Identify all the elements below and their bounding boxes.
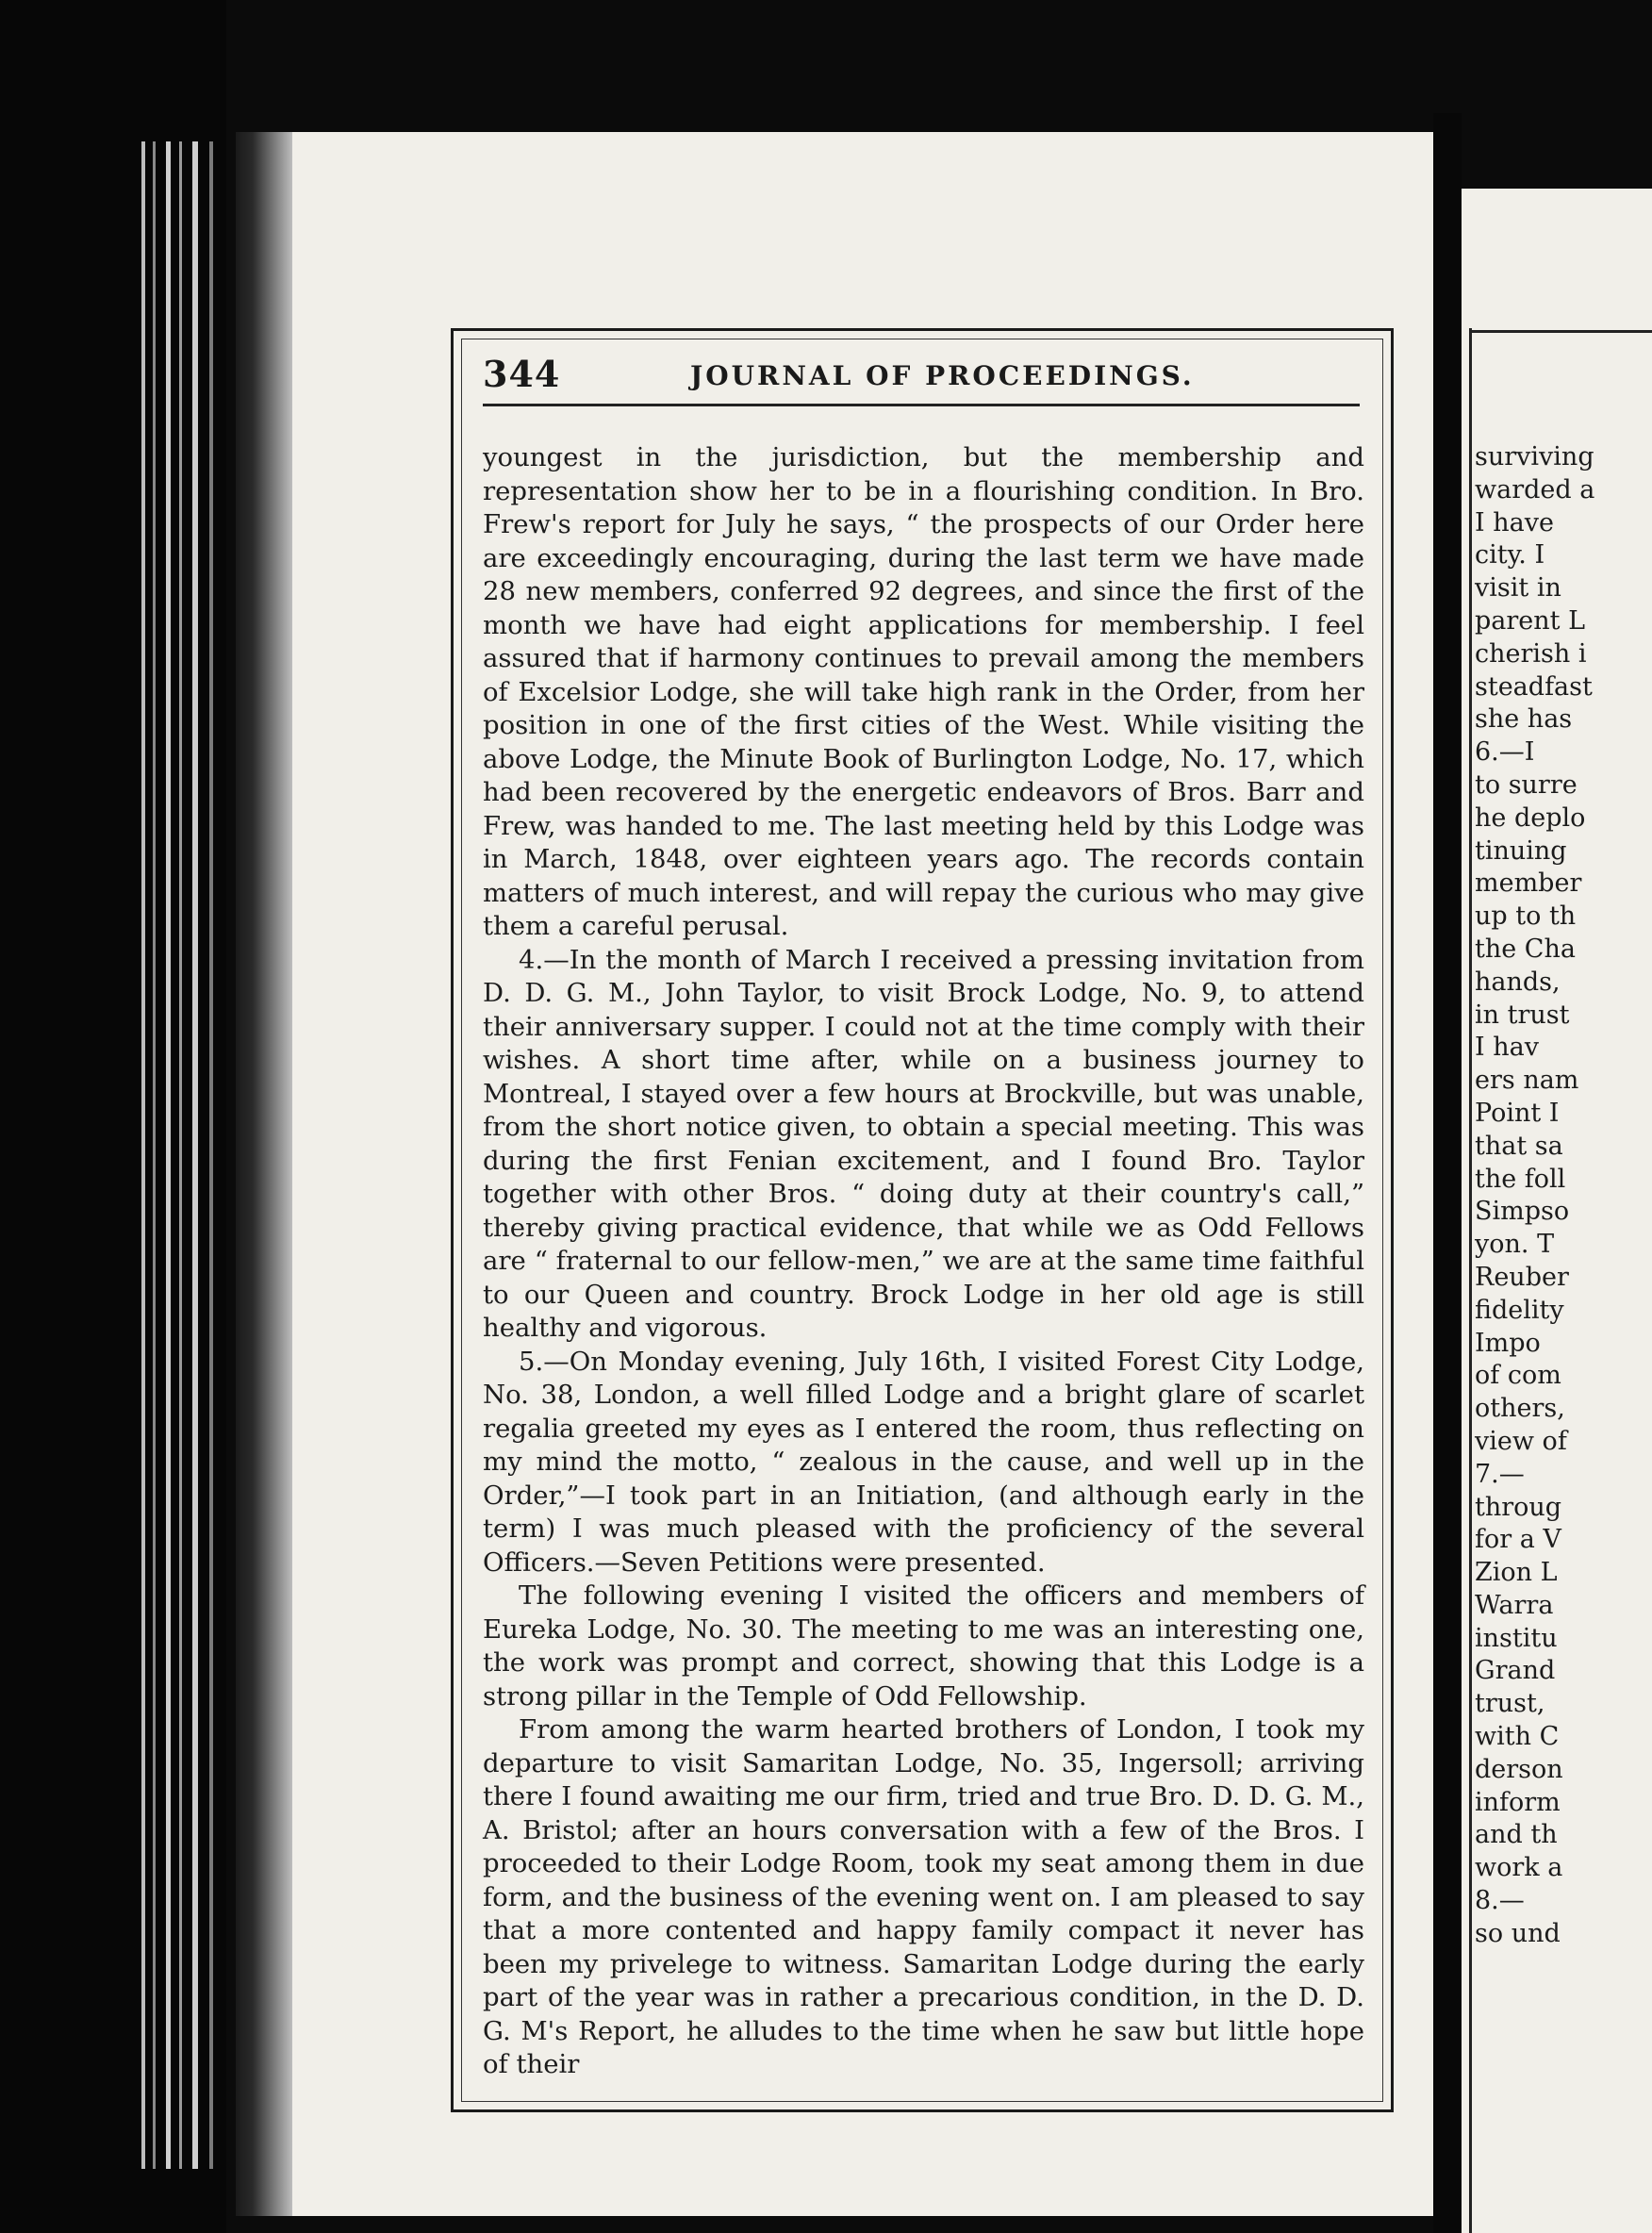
- paragraph: youngest in the jurisdiction, but the membership and representation show her to be in a flourishing condition. In Bro. Frew's report for July he says, “ the prospects of our Order here are exceedingly encouraging, during the last term we have made 28 new members, conferred 92 degrees, and since the first of the month we have had eight applications for membership. I feel assured that if harmony continues to prevail among the members of Excelsior Lodge, she will take high rank in the Order, from her position in one of the first cities of the West. While visiting the above Lodge, the Minute Book of Burlington Lodge, No. 17, which had been recovered by the energetic endeavors of Bros. Barr and Frew, was handed to me. The last meeting held by this Lodge was in March, 1848, over eighteen years ago. The records contain matters of much interest, and will repay the curious who may give them a careful perusal.: [483, 442, 1364, 941]
- facing-page: [1462, 189, 1652, 2233]
- facing-page-line: inform: [1475, 1787, 1561, 1817]
- facing-page-line: throug: [1475, 1492, 1562, 1522]
- facing-page-line: Simpso: [1475, 1197, 1570, 1227]
- facing-page-line: that sa: [1475, 1131, 1563, 1161]
- paragraph: From among the warm hearted brothers of London, I took my departure to visit Samaritan Lodge, No. 35, Ingersoll; arriving there I found awaiting me our firm, tried and true Bro. D. D. G. M., A. Bristol; after an hours conversation with a few of the Bros. I proceeded to their Lodge Room, took my seat among them in due form, and the business of the evening went on. I am pleased to say that a more contented and happy family compact it never has been my privelege to witness. Samaritan Lodge during the early part of the year was in rather a precarious condition, in the D. D. G. M's Report, he alludes to the time when he saw but little hope of their: [483, 1714, 1364, 2079]
- facing-page-line: parent L: [1475, 605, 1586, 636]
- facing-page-line: derson: [1475, 1754, 1563, 1784]
- facing-page-line: with C: [1475, 1722, 1560, 1752]
- facing-page-line: cherish i: [1475, 638, 1587, 669]
- facing-page-border: [1469, 328, 1472, 2233]
- facing-page-line: to surre: [1475, 769, 1578, 800]
- facing-page-line: I have: [1475, 507, 1554, 538]
- facing-page-line: city. I: [1475, 540, 1545, 571]
- facing-page-line: for a V: [1475, 1525, 1561, 1555]
- page-fold-shadow: [236, 132, 292, 2216]
- binding-edge-line: [141, 141, 145, 2169]
- facing-page-line: of com: [1475, 1361, 1561, 1391]
- facing-page-line: the foll: [1475, 1164, 1566, 1194]
- page-body: [483, 441, 1364, 2082]
- facing-page-line: Impo: [1475, 1328, 1541, 1358]
- facing-page-line: ers nam: [1475, 1066, 1579, 1096]
- facing-page-line: so und: [1475, 1918, 1561, 1948]
- facing-page-line: up to th: [1475, 901, 1577, 932]
- facing-page-line: others,: [1475, 1394, 1565, 1424]
- paragraph: 5.—On Monday evening, July 16th, I visited Forest City Lodge, No. 38, London, a well filled Lodge and a bright glare of scarlet regalia greeted my eyes as I entered the room, thus reflecting on my mind the motto, “ zealous in the cause, and well up in the Order,”—I took part in an Initiation, (and although early in the term) I was much pleased with the proficiency of the several Officers.—Seven Petitions were presented.: [483, 1346, 1364, 1578]
- binding-edge-line: [153, 141, 156, 2169]
- binding-edge-line: [209, 141, 213, 2169]
- book-gutter: [1433, 113, 1462, 2233]
- facing-page-line: and th: [1475, 1820, 1558, 1850]
- facing-page-header-rule: [1471, 330, 1652, 333]
- facing-page-line: Point I: [1475, 1098, 1560, 1128]
- paragraph: The following evening I visited the officers and members of Eureka Lodge, No. 30. The meeting to me was an interesting one, the work was prompt and correct, showing that this Lodge is a strong pillar in the Temple of Odd Fellowship.: [483, 1580, 1364, 1712]
- page-header: [483, 347, 1360, 406]
- facing-page-line: she has: [1475, 704, 1573, 735]
- facing-page-line: Grand: [1475, 1656, 1556, 1686]
- binding-edge-line: [179, 141, 182, 2169]
- facing-page-line: steadfast: [1475, 671, 1593, 702]
- facing-page-line: he deplo: [1475, 802, 1586, 833]
- facing-page-text: [1475, 441, 1594, 1951]
- facing-page-line: yon. T: [1475, 1230, 1555, 1260]
- binding-edge-line: [166, 141, 171, 2169]
- paragraph: 4.—In the month of March I received a pressing invitation from D. D. G. M., John Taylor, to visit Brock Lodge, No. 9, to attend their anniversary supper. I could not at the time comply with their wishes. A short time after, while on a business journey to Montreal, I stayed over a few hours at Brockville, but was unable, from the short notice given, to obtain a special meeting. This was during the first Fenian excitement, and I found Bro. Taylor together with other Bros. “ doing duty at their country's call,” thereby giving practical evidence, that while we as Odd Fellows are “ fraternal to our fellow-men,” we are at the same time faithful to our Queen and country. Brock Lodge in her old age is still healthy and vigorous.: [483, 944, 1364, 1343]
- binding-edge-line: [192, 141, 198, 2169]
- facing-page-line: fidelity: [1475, 1295, 1564, 1325]
- facing-page-line: I hav: [1475, 1033, 1539, 1063]
- facing-page-line: Zion L: [1475, 1558, 1558, 1588]
- facing-page-line: member: [1475, 868, 1582, 899]
- facing-page-line: trust,: [1475, 1689, 1545, 1719]
- facing-page-line: Warra: [1475, 1590, 1554, 1620]
- facing-page-line: 8.—: [1475, 1886, 1525, 1916]
- facing-page-line: in trust: [1475, 1000, 1570, 1030]
- facing-page-line: Reuber: [1475, 1262, 1569, 1292]
- facing-page-line: 7.—: [1475, 1459, 1525, 1489]
- facing-page-line: the Cha: [1475, 934, 1576, 964]
- facing-page-line: tinuing: [1475, 835, 1567, 866]
- facing-page-line: view of: [1475, 1426, 1567, 1456]
- facing-page-line: visit in: [1475, 573, 1561, 604]
- facing-page-line: warded a: [1475, 474, 1595, 504]
- facing-page-line: hands,: [1475, 967, 1561, 997]
- page-number: 344: [483, 353, 561, 395]
- facing-page-line: 6.—I: [1475, 737, 1535, 768]
- running-head: JOURNAL OF PROCEEDINGS.: [690, 360, 1195, 391]
- facing-page-line: institu: [1475, 1623, 1558, 1653]
- facing-page-line: work a: [1475, 1853, 1563, 1883]
- facing-page-line: surviving: [1475, 442, 1594, 471]
